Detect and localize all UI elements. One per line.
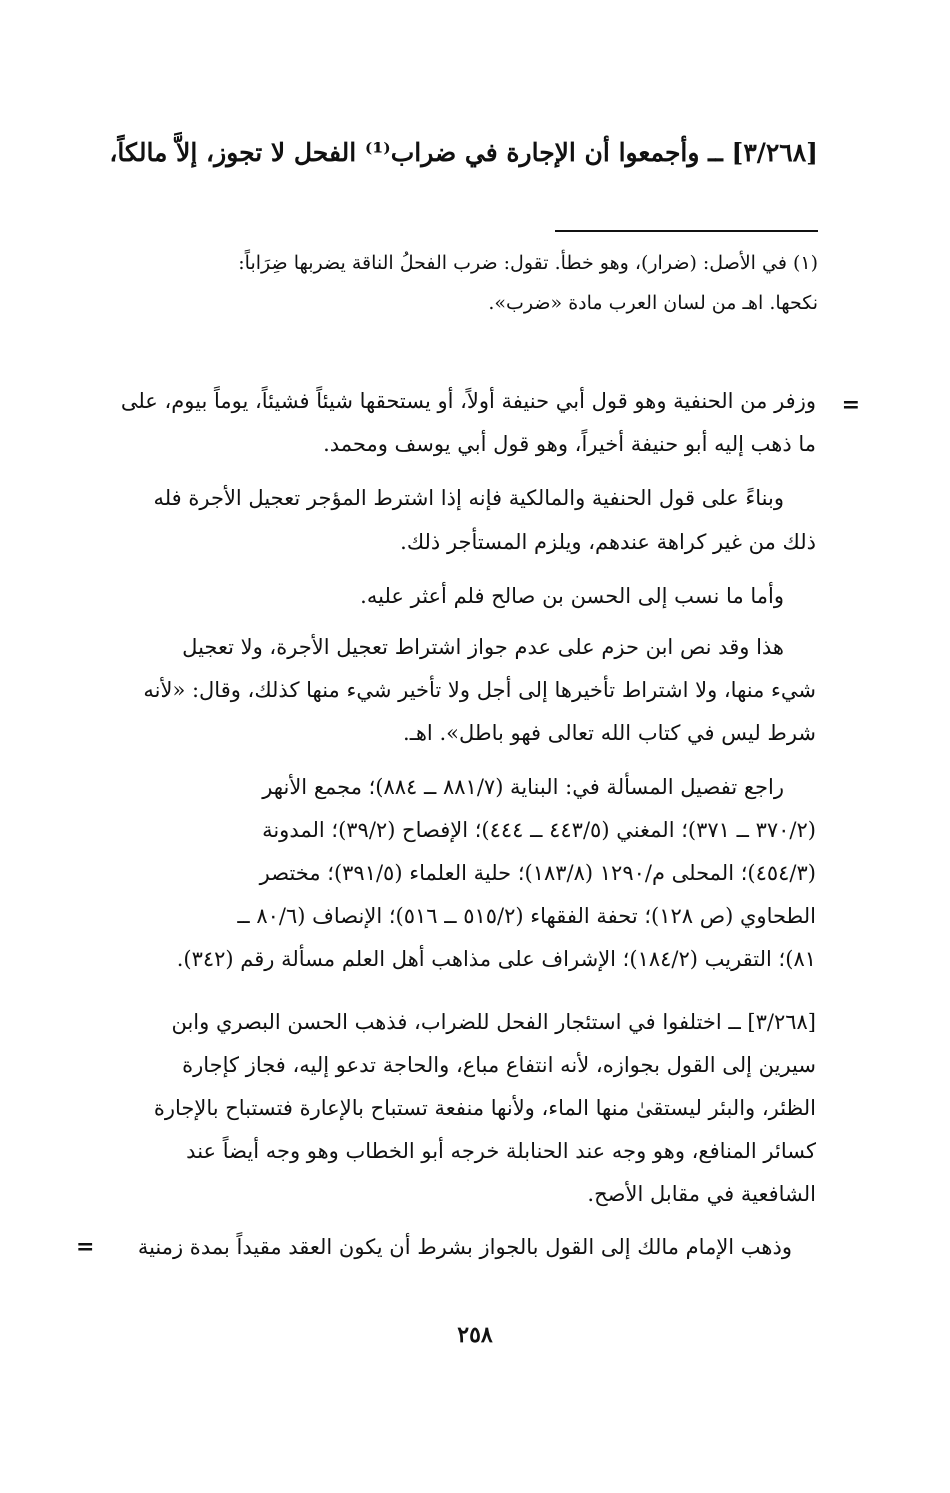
p2-line-1: وبناءً على قول الحنفية والمالكية فإنه إذا اشترط المؤجر تعجيل الأجرة فله xyxy=(153,486,784,510)
p6-line-5: الشافعية في مقابل الأصح. xyxy=(587,1182,816,1206)
p7-line-1: وذهب الإمام مالك إلى القول بالجواز بشرط أن يكون العقد مقيداً بمدة زمنية xyxy=(137,1235,792,1259)
footnote-line-1: (١) في الأصل: (ضرار)، وهو خطأ. تقول: ضرب الفحلُ الناقة يضربها ضِرَاباً: xyxy=(238,252,818,274)
page-number: ٢٥٨ xyxy=(457,1322,493,1348)
continuation-marker-top: = xyxy=(841,392,860,418)
p1-line-2: ما ذهب إليه أبو حنيفة أخيراً، وهو قول أبي يوسف ومحمد. xyxy=(323,432,816,456)
p3-line-1: وأما ما نسب إلى الحسن بن صالح فلم أعثر عليه. xyxy=(360,584,784,608)
p5-line-3: (٤٥٤/٣)؛ المحلى م/١٢٩٠ (١٨٣/٨)؛ حلية العلماء (٣٩١/٥)؛ مختصر xyxy=(259,861,816,885)
main-entry-text: [٣/٢٦٨] ــ وأجمعوا أن الإجارة في ضراب⁽¹⁾ الفحل لا تجوز، إلاَّ مالكاً، xyxy=(109,138,818,167)
p5-line-5: ٨١)؛ التقريب (١٨٤/٢)؛ الإشراف على مذاهب أهل العلم مسألة رقم (٣٤٢). xyxy=(176,947,816,971)
continuation-marker-bottom: = xyxy=(76,1234,95,1260)
p6-line-1: [٣/٢٦٨] ــ اختلفوا في استئجار الفحل للضراب، فذهب الحسن البصري وابن xyxy=(171,1010,816,1034)
p2-line-2: ذلك من غير كراهة عندهم، ويلزم المستأجر ذلك. xyxy=(400,530,816,554)
p6-line-3: الظئر، والبئر ليستقىٰ منها الماء، ولأنها منفعة تستباح بالإعارة فتستباح بالإجارة xyxy=(153,1096,816,1120)
p1-line-1: وزفر من الحنفية وهو قول أبي حنيفة أولاً، أو يستحقها شيئاً فشيئاً، يوماً بيوم، على xyxy=(120,389,816,413)
p6-line-4: كسائر المنافع، وهو وجه عند الحنابلة خرجه أبو الخطاب وهو وجه أيضاً عند xyxy=(186,1139,816,1163)
p5-line-1: راجع تفصيل المسألة في: البناية (٨٨١/٧ ــ ٨٨٤)؛ مجمع الأنهر xyxy=(262,775,784,799)
p5-line-4: الطحاوي (ص ١٢٨)؛ تحفة الفقهاء (٥١٥/٢ ــ ٥١٦)؛ الإنصاف (٨٠/٦ ــ xyxy=(237,904,816,928)
p4-line-1: هذا وقد نص ابن حزم على عدم جواز اشتراط تعجيل الأجرة، ولا تعجيل xyxy=(182,635,784,659)
footnote-line-2: نكحها. اهـ من لسان العرب مادة «ضرب». xyxy=(488,292,818,314)
p5-line-2: (٣٧٠/٢ ــ ٣٧١)؛ المغني (٤٤٣/٥ ــ ٤٤٤)؛ الإفصاح (٣٩/٢)؛ المدونة xyxy=(262,818,816,842)
p6-line-2: سيرين إلى القول بجوازه، لأنه انتفاع مباع، والحاجة تدعو إليه، فجاز كإجارة xyxy=(182,1053,816,1077)
footnote-separator xyxy=(555,230,818,232)
p4-line-3: شرط ليس في كتاب الله تعالى فهو باطل». اهـ. xyxy=(403,721,816,745)
p4-line-2: شيء منها، ولا اشتراط تأخيرها إلى أجل ولا تأخير شيء منها كذلك، وقال: «لأنه xyxy=(143,678,816,702)
